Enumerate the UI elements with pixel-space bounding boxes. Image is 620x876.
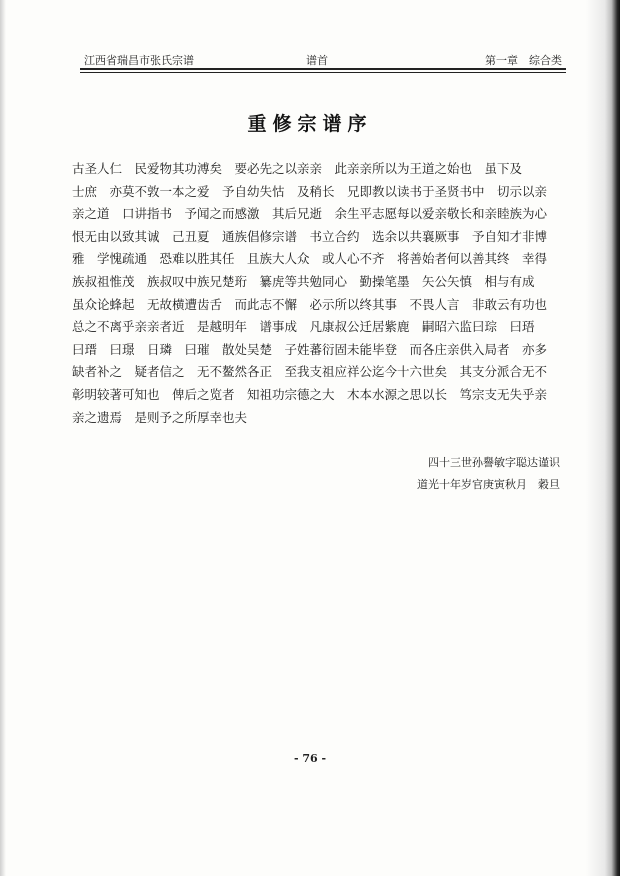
signature-date: 道光十年岁官庚寅秋月 穀旦 — [417, 478, 560, 491]
page-number: - 76 - — [293, 752, 327, 765]
body-line: 曰瑨 曰璟 日璘 曰璀 散处吴楚 子姓蕃衍固未能毕登 而各庄亲供入局者 亦多 — [72, 341, 548, 357]
body-line: 彰明较著可知也 俾后之览者 知祖功宗德之大 木本水源之思以长 笃宗支无失乎亲 — [72, 386, 548, 402]
body-line: 缺者补之 疑者信之 无不鳌然各正 至我支祖应祥公迄今十六世矣 其支分派合无不 — [72, 364, 548, 380]
preface-body — [72, 158, 582, 429]
header-book-title: 江西省瑞昌市张氏宗谱 — [84, 54, 194, 67]
body-line: 雅 学愧疏通 恐难以胜其任 且族大人众 或人心不齐 将善始者何以善其终 幸得 — [72, 251, 548, 267]
body-line: 总之不离乎亲亲者近 是越明年 谱事成 凡康叔公迁居紫鹿 嗣昭六监曰琮 曰珸 — [72, 319, 535, 335]
header-rule-thin — [80, 72, 566, 73]
header-section: 谱首 — [306, 54, 328, 67]
body-line: 恨无由以致其诚 己丑夏 通族倡修宗谱 书立合约 选余以共襄厥事 予自知才非博 — [72, 228, 548, 244]
running-header — [80, 52, 566, 68]
body-line: 士庶 亦莫不敦一本之爱 予自幼失怙 及稍长 兄即教以读书于圣贤书中 切示以亲 — [72, 183, 548, 199]
signature-block — [360, 452, 560, 496]
body-line: 亲之遗焉 是则予之所厚幸也夫 — [72, 409, 248, 425]
body-line: 古圣人仁 民爱物其功溥矣 要必先之以亲亲 此亲亲所以为王道之始也 虽下及 — [72, 161, 523, 176]
body-line: 虽众论蜂起 无故横遭齿舌 而此志不懈 必示所以终其事 不畏人言 非敢云有功也 — [72, 296, 548, 312]
body-line: 亲之道 口讲指书 予闻之而感激 其后兄逝 余生平志愿每以爱亲敬长和亲睦族为心 — [72, 206, 548, 222]
header-rule-thick — [80, 68, 566, 70]
signature-author: 四十三世孙譽敏字聪达谨识 — [428, 456, 560, 469]
header-chapter: 第一章 综合类 — [485, 54, 562, 67]
body-line: 族叔祖惟茂 族叔叹中族兄楚珩 纂虎等共勉同心 勤操笔墨 矢公矢慎 相与有成 — [72, 273, 535, 289]
page-title: 重修宗谱序 — [247, 113, 373, 135]
